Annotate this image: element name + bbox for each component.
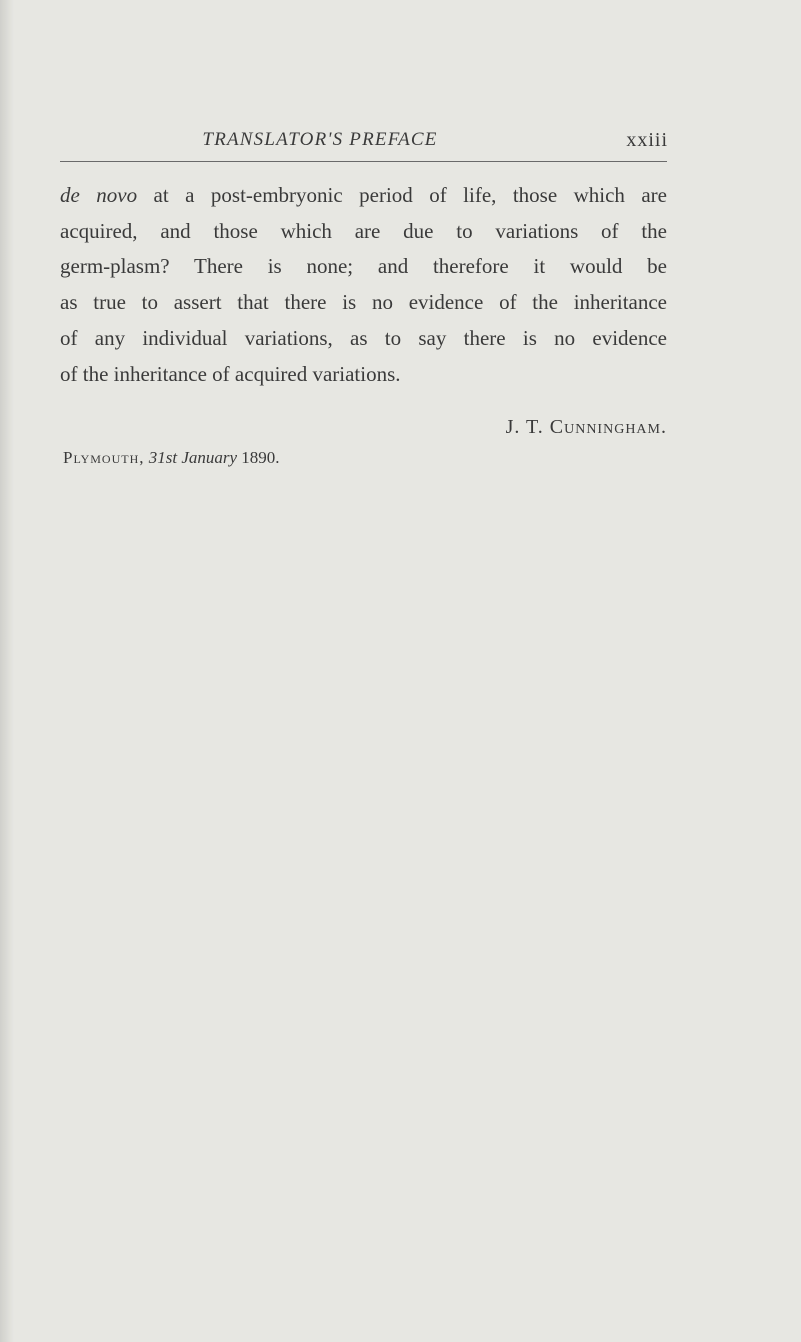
header-rule	[60, 161, 667, 162]
italic-phrase: de novo	[60, 183, 138, 207]
page-number: xxiii	[626, 129, 668, 151]
body-paragraph	[60, 178, 667, 392]
dateline-year: 1890.	[241, 448, 280, 467]
running-header	[60, 126, 668, 160]
running-title: TRANSLATOR'S PREFACE	[202, 129, 438, 150]
text-line: germ-plasm? There is none; and therefore it would be	[60, 254, 667, 279]
text-line: as true to assert that there is no evidence of the inheritance	[60, 290, 667, 315]
author-signature: J. T. Cunningham.	[505, 416, 667, 438]
dateline	[63, 448, 280, 468]
text-line	[60, 178, 667, 214]
text-line: of any individual variations, as to say there is no evidence	[60, 325, 667, 350]
text-line: of the inheritance of acquired variations.	[60, 361, 401, 386]
dateline-place: Plymouth,	[63, 448, 145, 467]
dateline-date: 31st January	[148, 448, 238, 467]
line-text: at a post-embryonic period of life, those which are	[137, 183, 667, 207]
text-line: acquired, and those which are due to variations of the	[60, 218, 667, 243]
